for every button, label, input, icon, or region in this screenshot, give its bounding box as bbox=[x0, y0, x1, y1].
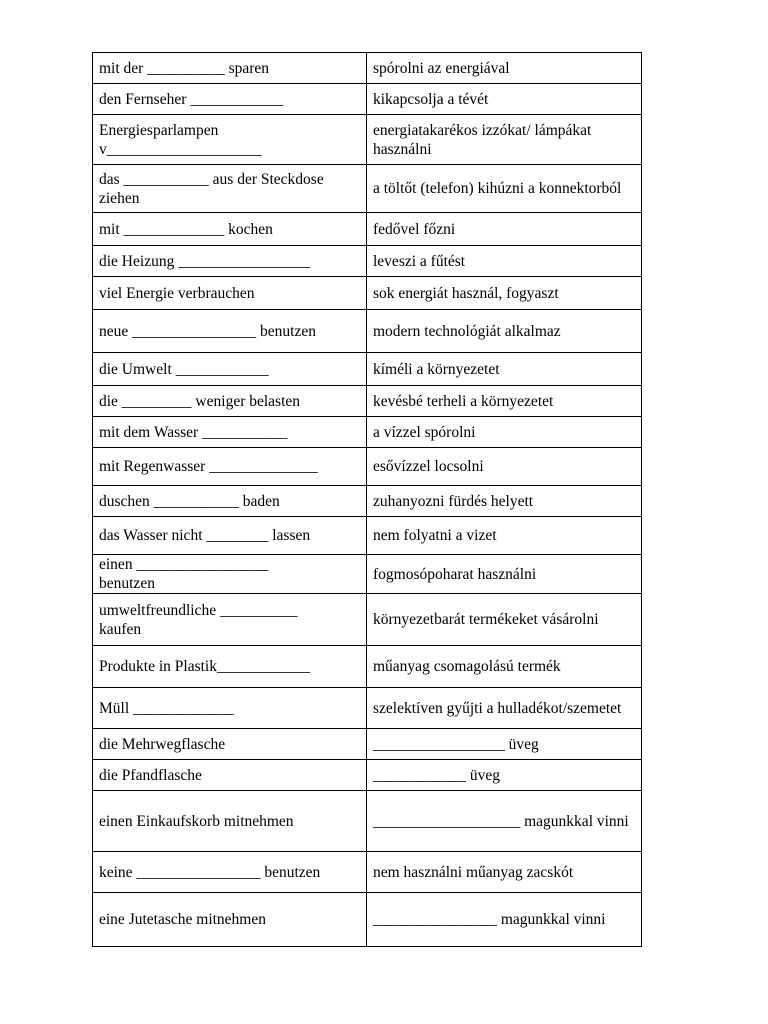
german-phrase: das ___________ aus der Steckdose ziehen bbox=[93, 165, 367, 213]
hungarian-translation: _________________ üveg bbox=[367, 729, 642, 760]
hungarian-translation: a töltőt (telefon) kihúzni a konnektorból bbox=[367, 165, 642, 213]
hungarian-translation: spórolni az energiával bbox=[367, 53, 642, 84]
hungarian-translation: sok energiát használ, fogyaszt bbox=[367, 277, 642, 310]
table-row bbox=[93, 760, 642, 791]
hungarian-translation: fedővel főzni bbox=[367, 213, 642, 246]
german-phrase: die Mehrwegflasche bbox=[93, 729, 367, 760]
table-row bbox=[93, 213, 642, 246]
hungarian-translation: szelektíven gyűjti a hulladékot/szemetet bbox=[367, 688, 642, 729]
hungarian-translation: kikapcsolja a tévét bbox=[367, 84, 642, 115]
hungarian-translation: ___________________ magunkkal vinni bbox=[367, 791, 642, 852]
hungarian-translation: fogmosópoharat használni bbox=[367, 555, 642, 594]
table-row bbox=[93, 84, 642, 115]
hungarian-translation: nem folyatni a vizet bbox=[367, 517, 642, 555]
german-phrase: duschen ___________ baden bbox=[93, 486, 367, 517]
german-phrase: die Umwelt ____________ bbox=[93, 353, 367, 386]
table-row bbox=[93, 448, 642, 486]
table-row bbox=[93, 310, 642, 353]
hungarian-translation: energiatakarékos izzókat/ lámpákat használni bbox=[367, 115, 642, 165]
hungarian-translation: ________________ magunkkal vinni bbox=[367, 893, 642, 947]
table-row bbox=[93, 417, 642, 448]
german-phrase: einen _________________ benutzen bbox=[93, 555, 367, 594]
table-row bbox=[93, 165, 642, 213]
german-phrase: viel Energie verbrauchen bbox=[93, 277, 367, 310]
table-row bbox=[93, 594, 642, 646]
german-phrase: einen Einkaufskorb mitnehmen bbox=[93, 791, 367, 852]
hungarian-translation: kíméli a környezetet bbox=[367, 353, 642, 386]
german-phrase: keine ________________ benutzen bbox=[93, 852, 367, 893]
table-row bbox=[93, 517, 642, 555]
table-row bbox=[93, 893, 642, 947]
table-row bbox=[93, 688, 642, 729]
hungarian-translation: műanyag csomagolású termék bbox=[367, 646, 642, 688]
german-phrase: die Pfandflasche bbox=[93, 760, 367, 791]
table-row bbox=[93, 353, 642, 386]
table-row bbox=[93, 386, 642, 417]
german-phrase: mit der __________ sparen bbox=[93, 53, 367, 84]
german-phrase: die _________ weniger belasten bbox=[93, 386, 367, 417]
vocabulary-table-body bbox=[93, 53, 642, 947]
german-phrase: das Wasser nicht ________ lassen bbox=[93, 517, 367, 555]
german-phrase: mit dem Wasser ___________ bbox=[93, 417, 367, 448]
german-phrase: Energiesparlampen v____________________ bbox=[93, 115, 367, 165]
vocabulary-table bbox=[92, 52, 642, 947]
table-row bbox=[93, 555, 642, 594]
hungarian-translation: a vízzel spórolni bbox=[367, 417, 642, 448]
table-row bbox=[93, 53, 642, 84]
hungarian-translation: környezetbarát termékeket vásárolni bbox=[367, 594, 642, 646]
hungarian-translation: esővízzel locsolni bbox=[367, 448, 642, 486]
table-row bbox=[93, 729, 642, 760]
german-phrase: Produkte in Plastik____________ bbox=[93, 646, 367, 688]
german-phrase: neue ________________ benutzen bbox=[93, 310, 367, 353]
table-row bbox=[93, 791, 642, 852]
hungarian-translation: kevésbé terheli a környezetet bbox=[367, 386, 642, 417]
table-row bbox=[93, 277, 642, 310]
hungarian-translation: zuhanyozni fürdés helyett bbox=[367, 486, 642, 517]
hungarian-translation: nem használni műanyag zacskót bbox=[367, 852, 642, 893]
german-phrase: den Fernseher ____________ bbox=[93, 84, 367, 115]
table-row bbox=[93, 852, 642, 893]
table-row bbox=[93, 486, 642, 517]
table-row bbox=[93, 115, 642, 165]
german-phrase: Müll _____________ bbox=[93, 688, 367, 729]
table-row bbox=[93, 646, 642, 688]
hungarian-translation: ____________ üveg bbox=[367, 760, 642, 791]
hungarian-translation: leveszi a fűtést bbox=[367, 246, 642, 277]
german-phrase: umweltfreundliche __________ kaufen bbox=[93, 594, 367, 646]
hungarian-translation: modern technológiát alkalmaz bbox=[367, 310, 642, 353]
german-phrase: mit _____________ kochen bbox=[93, 213, 367, 246]
german-phrase: die Heizung _________________ bbox=[93, 246, 367, 277]
table-row bbox=[93, 246, 642, 277]
german-phrase: mit Regenwasser ______________ bbox=[93, 448, 367, 486]
german-phrase: eine Jutetasche mitnehmen bbox=[93, 893, 367, 947]
